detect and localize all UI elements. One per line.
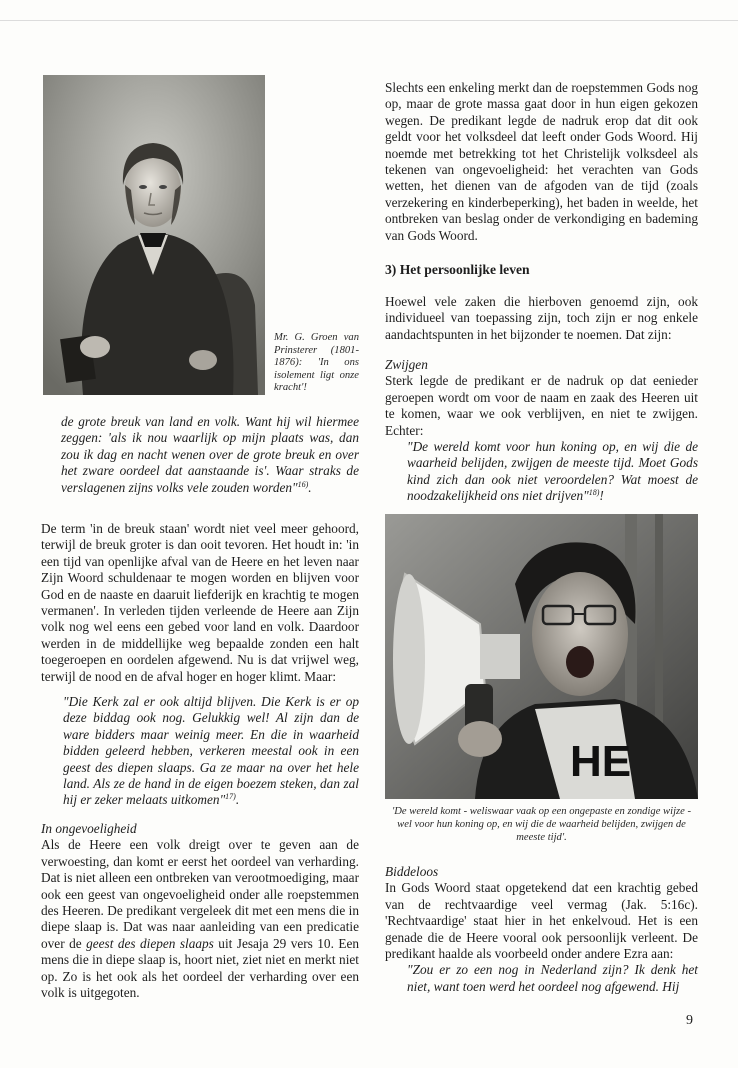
quote-block-1	[61, 414, 359, 496]
section-heading: 3) Het persoonlijke leven	[385, 262, 530, 277]
section-title: Zwijgen	[385, 357, 428, 372]
paragraph-in-de-breuk	[41, 521, 359, 685]
portrait-illustration	[43, 75, 265, 395]
quote-end: .	[308, 479, 312, 495]
section-text-a: Als de Heere een volk dreigt over te geven aan de verwoesting, dan komt er eerst het oordeel van verharding. Dat is niet alleen een ontbreken van verootmoediging, maar ook een geest van ongevoeligheid onder alle roepstemmen des Heeren. De predikant vergeleek dit met een mens die in diepe slaap is. Dat was naar aanleiding van een predicatie over de	[41, 837, 359, 951]
footnote-ref: 17)	[225, 792, 236, 802]
section-title: Biddeloos	[385, 864, 439, 879]
section-ongevoeligheid	[41, 821, 359, 1001]
shirt-lettering: HE	[570, 737, 632, 786]
paragraph-text: Hoewel vele zaken die hierboven genoemd zijn, ook individueel van toepassing zijn, toch zijn er nog enkele aandachtspunten in het bijzonder te noemen. Dat zijn:	[385, 294, 698, 342]
protest-illustration	[385, 514, 698, 799]
paragraph-text: Slechts een enkeling merkt dan de roepstemmen Gods nog op, maar de grote massa gaat door in hun eigen gekozen wegen. De predikant legde de nadruk erop dat dit ook geldt voor het volksdeel dat leeft onder Gods Woord. Hij noemde met betrekking tot het Christelijk volksdeel als tekenen van ongevoeligheid: het verachten van Gods wetten, het dienen van de afgoden van de tijd (zoals verzekering en kinderbeperking), het baden in weelde, het ontbreken van beslag onder de verkondiging en bademing van Gods Woord.	[385, 80, 698, 243]
section-emphasis: geest des diepen slaaps	[86, 935, 214, 951]
quote-text: "Zou er zo een nog in Nederland zijn? Ik denk het niet, want toen werd het oordeel nog afgewend. Hij	[407, 962, 698, 994]
portrait-caption: Mr. G. Groen van Prinsterer (1801-1876): 'In ons isolement ligt onze kracht'!	[274, 332, 359, 394]
top-rule	[0, 20, 738, 21]
quote-block-2	[41, 694, 359, 809]
section-biddeloos	[385, 864, 698, 995]
portrait-photo	[43, 75, 265, 395]
footnote-ref: 18)	[588, 488, 600, 498]
section-zwijgen	[385, 357, 698, 505]
section-text-b: uit Jesaja 29 vers 10. Een mens die in diepe slaap is, hoort niet, ziet niet en merkt niet op. Zo is het ook als het oordeel der verharding over een volk is uitgegoten.	[41, 935, 360, 1001]
heading-persoonlijke-leven	[385, 262, 698, 278]
paragraph-text: De term 'in de breuk staan' wordt niet veel meer gehoord, terwijl de breuk groter is dan ooit tevoren. Het houdt in: 'in een tijd van openlijke afval van de Heere en het leven naar Zijn Woord schuldenaar te mogen worden en blijven voor God en de naaste en daaruit liefderijk en krachtig te mogen vermanen'. In verleden tijden verleende de Heere aan Zijn volk nog wel eens een gebed voor land en volk. Daardoor werden in de middellijke weg bepaalde zonden een halt toegeroepen en oordelen afgewend. Nu is dat vrijwel weg, terwijl de nood en de afval hoger en hoger klimt. Maar:	[41, 521, 359, 684]
paragraph-roepstemmen	[385, 80, 698, 244]
section-text: Sterk legde de predikant er de nadruk op dat eenieder geroepen wordt om voor de naam en zaak des Heeren uit te komen, waar we ook verblijven, en niet te zwijgen. Echter:	[385, 373, 698, 438]
protest-caption: 'De wereld komt - weliswaar vaak op een ongepaste en zondige wijze - wel voor hun koning op, en wij die de waarheid belijden, zwijgen de meeste tijd'.	[391, 806, 692, 843]
quote-text: de grote breuk van land en volk. Want hij wil hiermee zeggen: 'als ik nou waarlijk op mijn plaats was, dan zou ik dag en nacht wenen over de grote breuk en over het zware oordeel dat aanstaande is'. Waar straks de verslagenen zijns volks vele zouden worden"	[61, 414, 359, 495]
section-title: In ongevoeligheid	[41, 821, 137, 836]
protest-photo	[385, 514, 698, 799]
paragraph-hoewel	[385, 294, 698, 343]
section-text: In Gods Woord staat opgetekend dat een krachtig gebed van de rechtvaardige veel vermag (Jak. 5:16c). 'Rechtvaardige' staat hier in het enkelvoud. Het is een genade die de Heere vooral ook persoonlijk verleent. De predikant haalde als voorbeeld onder andere Ezra aan:	[385, 880, 698, 962]
quote-text: "Die Kerk zal er ook altijd blijven. Die Kerk is er op deze biddag ook nog. Gelukkig wel! Al zijn dan de ware bidders maar weinig meer. En die in waarheid bidden geleerd hebben, verkeren meestal ook in een geest des diepen slaaps. Ga ze maar na over het hele land. Als ze de hand in de eigen boezem steken, dan zal hij er zeker melaats uitkomen"	[63, 694, 359, 808]
quote-text: "De wereld komt voor hun koning op, en wij die de waarheid belijden, zwijgen de meeste tijd. Moet Gods kind zich dan ook niet veroordelen? Wat moest de noodzakelijkheid ons niet drijven"	[407, 439, 698, 504]
footnote-ref: 16)	[297, 479, 309, 489]
page-number: 9	[686, 1013, 693, 1028]
quote-end: !	[599, 488, 604, 504]
quote-end: .	[235, 792, 240, 808]
